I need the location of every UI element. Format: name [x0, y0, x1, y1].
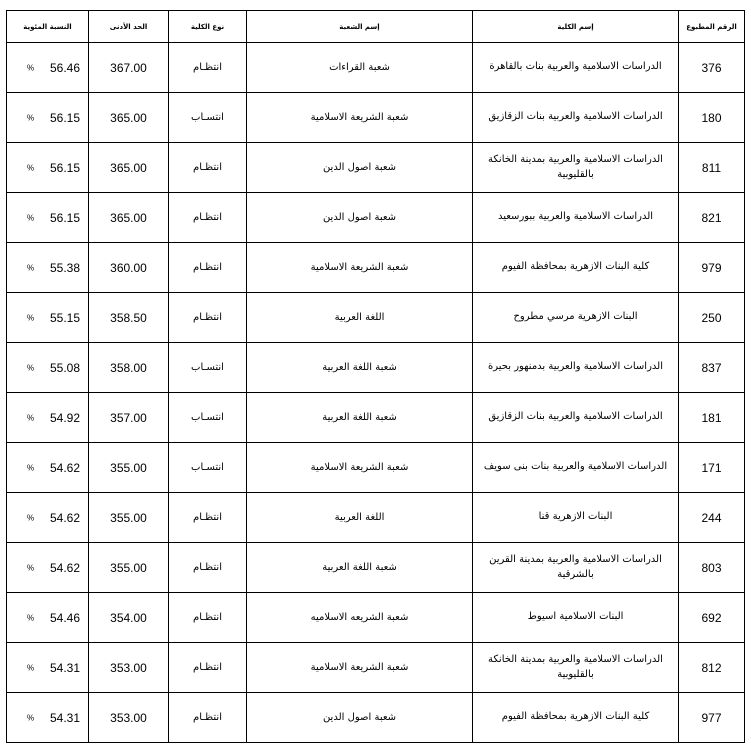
percent-sign: %	[27, 513, 35, 522]
percent-sign: %	[27, 613, 35, 622]
college-name-cell: الدراسات الاسلامية والعربية بمدينة القرين بالشرقية	[473, 543, 679, 593]
table-row	[7, 193, 745, 243]
header-study-type: نوع الكلية	[169, 11, 247, 43]
college-code-cell: 244	[679, 493, 745, 543]
percent-cell	[7, 293, 89, 343]
branch-name-cell: شعبة اللغة العربية	[247, 543, 473, 593]
percent-sign: %	[27, 263, 35, 272]
percent-value: 56.15	[49, 210, 80, 225]
percent-cell	[7, 393, 89, 443]
table-row	[7, 93, 745, 143]
college-code-cell: 977	[679, 693, 745, 743]
study-type-cell: انتسـاب	[169, 443, 247, 493]
study-type-cell: انتظـام	[169, 593, 247, 643]
table-row	[7, 593, 745, 643]
branch-name-cell: شعبة الشريعة الاسلامية	[247, 93, 473, 143]
percent-value: 56.15	[49, 160, 80, 175]
percent-cell	[7, 543, 89, 593]
percent-cell	[7, 693, 89, 743]
study-type-cell: انتسـاب	[169, 343, 247, 393]
percent-value: 55.15	[49, 310, 80, 325]
college-name-cell: البنات الازهرية مرسي مطروح	[473, 293, 679, 343]
percent-cell	[7, 43, 89, 93]
college-name-cell: الدراسات الاسلامية والعربية بنات بنى سويف	[473, 443, 679, 493]
percent-value: 56.15	[49, 110, 80, 125]
branch-name-cell: شعبة الشريعة الاسلامية	[247, 443, 473, 493]
branch-name-cell: شعبة الشريعة الاسلامية	[247, 243, 473, 293]
percent-sign: %	[27, 163, 35, 172]
study-type-cell: انتظـام	[169, 243, 247, 293]
min-score-cell: 353.00	[89, 643, 169, 693]
percent-value: 54.31	[49, 660, 80, 675]
college-name-cell: الدراسات الاسلامية والعربية بنات الزقازيق	[473, 93, 679, 143]
min-score-cell: 355.00	[89, 493, 169, 543]
study-type-cell: انتظـام	[169, 643, 247, 693]
college-code-cell: 803	[679, 543, 745, 593]
header-college: إسم الكلية	[473, 11, 679, 43]
study-type-cell: انتظـام	[169, 293, 247, 343]
percent-cell	[7, 93, 89, 143]
branch-name-cell: شعبة القراءات	[247, 43, 473, 93]
branch-name-cell: شعبة اصول الدين	[247, 693, 473, 743]
study-type-cell: انتسـاب	[169, 93, 247, 143]
percent-sign: %	[27, 463, 35, 472]
percent-sign: %	[27, 213, 35, 222]
college-name-cell: الدراسات الاسلامية والعربية بنات بالقاهرة	[473, 43, 679, 93]
percent-value: 56.46	[49, 60, 80, 75]
college-code-cell: 811	[679, 143, 745, 193]
percent-value: 55.08	[49, 360, 80, 375]
table-body	[7, 43, 745, 743]
header-code: الرقم المطبوع	[679, 11, 745, 43]
study-type-cell: انتظـام	[169, 193, 247, 243]
table-row	[7, 443, 745, 493]
college-code-cell: 181	[679, 393, 745, 443]
percent-sign: %	[27, 363, 35, 372]
college-name-cell: كلية البنات الازهرية بمحافظة الفيوم	[473, 243, 679, 293]
header-min-score: الحد الأدنى	[89, 11, 169, 43]
branch-name-cell: شعبة اصول الدين	[247, 143, 473, 193]
min-score-cell: 365.00	[89, 193, 169, 243]
college-code-cell: 812	[679, 643, 745, 693]
table-header-row	[7, 11, 745, 43]
college-name-cell: الدراسات الاسلامية والعربية بمدينة الخانكة بالقليوبية	[473, 143, 679, 193]
min-score-cell: 355.00	[89, 443, 169, 493]
college-code-cell: 180	[679, 93, 745, 143]
percent-value: 54.62	[49, 560, 80, 575]
percent-cell	[7, 243, 89, 293]
branch-name-cell: اللغة العربية	[247, 293, 473, 343]
percent-value: 55.38	[49, 260, 80, 275]
percent-value: 54.62	[49, 510, 80, 525]
branch-name-cell: شعبة اللغة العربية	[247, 393, 473, 443]
percent-sign: %	[27, 313, 35, 322]
percent-cell	[7, 643, 89, 693]
min-score-cell: 358.50	[89, 293, 169, 343]
table-row	[7, 43, 745, 93]
college-name-cell: البنات الاسلامية اسيوط	[473, 593, 679, 643]
min-score-cell: 355.00	[89, 543, 169, 593]
college-code-cell: 821	[679, 193, 745, 243]
table-row	[7, 493, 745, 543]
branch-name-cell: شعبة اللغة العربية	[247, 343, 473, 393]
study-type-cell: انتظـام	[169, 693, 247, 743]
college-code-cell: 171	[679, 443, 745, 493]
percent-sign: %	[27, 413, 35, 422]
table-row	[7, 543, 745, 593]
study-type-cell: انتظـام	[169, 43, 247, 93]
college-name-cell: الدراسات الاسلامية والعربية بمدينة الخانكة بالقليوبية	[473, 643, 679, 693]
percent-cell	[7, 443, 89, 493]
percent-cell	[7, 493, 89, 543]
college-name-cell: كلية البنات الازهرية بمحافظة الفيوم	[473, 693, 679, 743]
percent-sign: %	[27, 563, 35, 572]
table-row	[7, 343, 745, 393]
study-type-cell: انتسـاب	[169, 393, 247, 443]
table-row	[7, 143, 745, 193]
branch-name-cell: شعبة الشريعة الاسلامية	[247, 643, 473, 693]
percent-value: 54.92	[49, 410, 80, 425]
percent-sign: %	[27, 63, 35, 72]
branch-name-cell: شعبة اصول الدين	[247, 193, 473, 243]
min-score-cell: 365.00	[89, 93, 169, 143]
min-score-cell: 365.00	[89, 143, 169, 193]
percent-value: 54.62	[49, 460, 80, 475]
min-score-cell: 360.00	[89, 243, 169, 293]
min-score-cell: 353.00	[89, 693, 169, 743]
percent-cell	[7, 343, 89, 393]
college-name-cell: البنات الازهرية قنا	[473, 493, 679, 543]
college-name-cell: الدراسات الاسلامية والعربية بنات الزقازيق	[473, 393, 679, 443]
study-type-cell: انتظـام	[169, 143, 247, 193]
min-score-cell: 358.00	[89, 343, 169, 393]
percent-cell	[7, 143, 89, 193]
percent-cell	[7, 593, 89, 643]
percent-sign: %	[27, 113, 35, 122]
college-code-cell: 376	[679, 43, 745, 93]
min-score-cell: 367.00	[89, 43, 169, 93]
percent-value: 54.46	[49, 610, 80, 625]
percent-sign: %	[27, 713, 35, 722]
college-code-cell: 250	[679, 293, 745, 343]
branch-name-cell: اللغة العربية	[247, 493, 473, 543]
branch-name-cell: شعبة الشريعه الاسلاميه	[247, 593, 473, 643]
table-row	[7, 643, 745, 693]
college-name-cell: الدراسات الاسلامية والعربية بدمنهور بحيرة	[473, 343, 679, 393]
table-row	[7, 393, 745, 443]
college-code-cell: 979	[679, 243, 745, 293]
header-percent: النسبة المئوية	[7, 11, 89, 43]
min-score-cell: 357.00	[89, 393, 169, 443]
study-type-cell: انتظـام	[169, 493, 247, 543]
header-branch: إسم الشعبة	[247, 11, 473, 43]
percent-sign: %	[27, 663, 35, 672]
table-row	[7, 293, 745, 343]
college-code-cell: 837	[679, 343, 745, 393]
study-type-cell: انتظـام	[169, 543, 247, 593]
college-name-cell: الدراسات الاسلامية والعربية ببورسعيد	[473, 193, 679, 243]
college-code-cell: 692	[679, 593, 745, 643]
percent-value: 54.31	[49, 710, 80, 725]
percent-cell	[7, 193, 89, 243]
min-score-cell: 354.00	[89, 593, 169, 643]
table-row	[7, 243, 745, 293]
admissions-table	[6, 10, 745, 743]
table-row	[7, 693, 745, 743]
